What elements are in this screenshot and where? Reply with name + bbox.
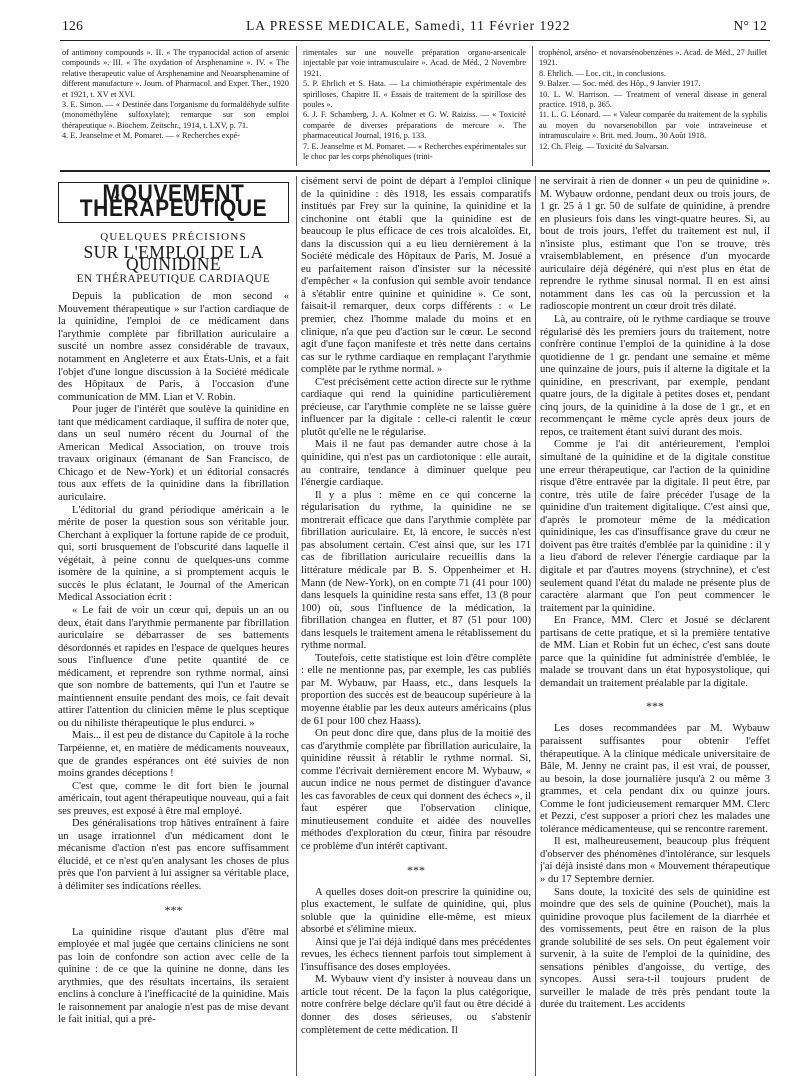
page-number: 126: [62, 18, 84, 33]
paragraph: En France, MM. Clerc et Josué se déclarent partisans de cette pratique, et si la première tentative de MM. Lian et Robin fut un échec, c'est sans doute parce que la quinidine fut administrée d'emblée, le malade se trouvant dans un état hyposystolique, qui demandait un traitement préalable par la digitale.: [540, 615, 770, 689]
paragraph: Mais... il est peu de distance du Capitole à la roche Tarpéienne, et, en matière de médicaments nouveaux, que de grandes espérances ont été suivies de non moins grandes déceptions !: [58, 730, 289, 780]
header-rule: [60, 40, 770, 41]
reference-item: 4. E. Jeanselme et M. Pomaret. — « Recherches expé-: [62, 131, 241, 141]
reference-item: 12. Ch. Fleig. — Toxicité du Salvarsan.: [539, 141, 669, 151]
paragraph: cisément servi de point de départ à l'emploi clinique de la quinidine : dès 1918, les essais comparatifs institués par Frey sur la quinine, la quinidine et la cinchonine ont établi que la quinidine est de beaucoup le plus efficace de ces trois alcaloïdes. Et, dans la discussion qui a eu lieu dernièrement à la Société médicale des Hôpitaux de Paris, M. Josué a eu parfaitement raison d'insister sur la nécessité d'empêcher « la confusion qui semble avoir tendance à s'établir entre quinine et quinidine ». Ce sont, faisait-il remarquer, deux corps différents : « Le premier, chez l'homme malade du moins et en clinique, n'a que peu d'action sur le cœur. Le second agit d'une façon manifeste et très nette dans certains cas sur le rythme cardiaque en remplaçant l'arythmie complète par le rythme normal. »: [301, 176, 531, 376]
paragraph: M. Wybauw vient d'y insister à nouveau dans un article tout récent. De la façon la plus catégorique, notre confrère belge déclare qu'il faut ou être décidé à donner des doses sérieuses, ou s'abstenir complètement de cette médication. Il: [301, 974, 531, 1036]
reference-item: 10. L. W. Harrison. — Treatment of veneral disease in general practice. 1918, p. 365.: [539, 89, 767, 110]
section-break-stars: ***: [407, 862, 425, 877]
section-heading-box: [58, 182, 289, 223]
reference-item: of antimony compounds ». II. « The trypanocidal action of arsenic compounds ». III. « The oxydation of Arsphenamine ». IV. « The relative therapeutic value of Arsphenamine and Neoarsphenamine of different manufacture ». Journ. of Pharmacol. and Exper. Ther., 1920 et 1921, t. XV et XVI.: [62, 48, 289, 99]
reference-item: 6. J. F. Schamberg, J. A. Kolmer et G. W. Raiziss. — « Toxicité comparée de diverses préparations de mercure ». The pharmaceutical Journal, 1916, p. 133.: [303, 110, 526, 141]
paragraph: Toutefois, cette statistique est loin d'être complète : elle ne mentionne pas, par exemple, les cas publiés par M. Wybauw, par Haass, etc., dans lesquels la proportion des succès est de beaucoup supérieure à la moyenne établie par les deux auteurs américains (plus de 61 pour 100 chez Haass).: [301, 652, 531, 727]
column-divider: [296, 46, 297, 166]
reference-item: 5. P. Ehrlich et S. Hata. — La chimiothérapie expérimentale des spirilloses. Chapitre II. « Essais de traitement de la spirillose des poules ».: [303, 79, 526, 110]
article-title: SUR L'EMPLOI DE LA QUINIDINE: [83, 241, 264, 275]
paragraph: C'est précisément cette action directe sur le rythme cardiaque qui rend la quinidine particulièrement précieuse, car l'arythmie complète ne se laisse guère influencer par la digitale : celle-ci ralentit le cœur plutôt qu'elle ne le régularise.: [301, 376, 531, 438]
section-break-stars: ***: [164, 902, 183, 917]
paragraph: Sans doute, la toxicité des sels de quinidine est moindre que des sels de quinine (Pouchet), mais la quinidine provoque plus facilement de la diarrhée et des vomissements, peut être en raison de la plus grande solubilité de ses sels. On peut également voir survenir, à la suite de l'emploi de la quinidine, des sensations pénibles d'angoisse, du vertige, des syncopes. Aussi sera-t-il toujours prudent de surveiller le malade de très près pendant toute la durée du traitement. Les accidents: [540, 886, 770, 1011]
reference-item: 7. E. Jeanselme et M. Pomaret. — « Recherches expérimentales sur le choc par les corps phénoliques (trini-: [303, 141, 526, 162]
article-column-2: [301, 176, 531, 1076]
paragraph: Là, au contraire, où le rythme cardiaque se trouve régularisé dès les premiers jours du traitement, notre confrère continue l'emploi de la quinidine à la dose quotidienne de 1 gr. pendant une semaine et même une quinzaine de jours, puis il alterne la digitale et la quinidine, en prescrivant, par exemple, pendant quatre jours, de la digitale à petites doses et, pendant cinq jours, de la quinidine à la dose de 1 gr., et en recommençant le même cycle après deux jours de repos, ce traitement étant suivi durant des mois.: [540, 314, 770, 438]
references-column-1: [62, 48, 289, 166]
paragraph: Mais il ne faut pas demander autre chose à la quinidine, qui n'est pas un cardiotonique : elle aurait, au contraire, tendance à diminuer quelque peu l'énergie cardiaque.: [301, 439, 531, 489]
paragraph: Depuis la publication de mon second « Mouvement thérapeutique » sur l'action cardiaque de la quinidine, l'emploi de ce médicament dans l'arythmie complète par fibrillation auriculaire a suscité un nombre assez considérable de travaux, notamment en Angleterre et aux États-Unis, et a fait l'objet d'une longue discussion à la Société médicale des Hôpitaux de Paris, à l'occasion d'une communication de MM. Lian et V. Robin.: [58, 291, 289, 403]
running-header: [62, 18, 767, 40]
references-column-2: [303, 48, 526, 166]
paragraph: ne servirait à rien de donner « un peu de quinidine ». M. Wybauw ordonne, pendant deux ou trois jours, de 1 gr. 25 à 1 gr. 50 de sulfate de quinidine, à prendre en plusieurs fois dans les vingt-quatre heures. Si, au bout de trois jours, l'effet du traitement est nul, il n'insiste plus, estimant que l'on se trouve, très vraisemblablement, en présence d'un myocarde auriculaire déjà dégénéré, qui n'est plus en état de reprendre le rythme sinusal normal. Il en est ainsi notamment dans les cas où la percussion et la radioscopie montrent un cœur droit très dilaté.: [540, 176, 770, 313]
section-title: MOUVEMENT THÉRAPEUTIQUE: [79, 180, 268, 222]
reference-item: 11. L. G. Léonard. — « Valeur comparée du traitement de la syphilis au moyen du novarsenobillon par voie intraveineuse et intramusculaire ». Brit. med. Journ., 30 Août 1918.: [539, 110, 767, 141]
article-column-3: [540, 176, 770, 1076]
reference-item: 8. Ehrlich. — Loc. cit., in conclusions.: [539, 68, 666, 78]
paragraph: La quinidine risque d'autant plus d'être mal employée et mal jugée que certains cliniciens ne sont pas loin de confondre son action avec celle de la quinine : de ce que la quinine ne donne, dans les arythmies, que des résultats incertains, ils seraient enclins à conclure à l'inefficacité de la quinidine. Mais le raisonnement par analogie n'est pas de mise devant le fait initial, qui a pré-: [58, 926, 289, 1026]
references-column-3: [539, 48, 767, 166]
column-divider: [535, 176, 536, 1076]
paragraph: L'éditorial du grand périodique américain a le mérite de poser la question sous son véritable jour. Cherchant à expliquer la fortune rapide de ce produit, qui, sorti brusquement de l'obscurité dans laquelle il végétait, à peine connu de quelques-uns comme isomère de la quinine, a si promptement acquis le succès le plus éclatant, le Journal of the American Medical Association écrit :: [58, 504, 289, 604]
paragraph: C'est que, comme le dit fort bien le journal américain, tout agent thérapeutique nouveau, qui a fait ses preuves, est exposé à être mal employé.: [58, 780, 289, 817]
paragraph: Comme je l'ai dit antérieurement, l'emploi simultané de la quinidine et de la digitale constitue une erreur thérapeutique, car l'action de la quinidine risque d'être entravée par la digitale. Il peut être, par contre, très utile de faire précéder l'usage de la quinidine d'un traitement digitalique. C'est ainsi que, d'après le promoteur même de la médication quinidinique, les cas d'insuffisance grave du cœur ne doivent pas être traités d'emblée par la quinidine : il y a lieu d'abord de relever l'énergie cardiaque par la digitale et par d'autres moyens (strychnine), et c'est seulement quand l'état du malade ne présente plus de caractère alarmant que l'on peut commencer le traitement par la quinidine.: [540, 439, 770, 614]
column-divider: [532, 46, 533, 166]
reference-item: 3. E. Simon. — « Destinée dans l'organisme du formaldéhyde sulfite (monométhylène sulfoxylate); remarque sur son emploi thérapeutique ». Biochem. Zeitschr., 1914, t. LXV, p. 71.: [62, 100, 289, 130]
reference-item: rimentales sur une nouvelle préparation organo-arsenicale injectable par voie intramusculaire ». Acad. de Méd., 2 Novembre 1921.: [303, 48, 526, 78]
article-column-1: [58, 176, 289, 1076]
article-heading: [58, 231, 289, 285]
issue-number: N° 12: [733, 18, 767, 33]
article-subtitle: EN THÉRAPEUTIQUE CARDIAQUE: [76, 272, 271, 285]
reference-item: 9. Balzer. — Soc. méd. des Hôp., 9 Janvier 1917.: [539, 79, 701, 89]
paragraph: Ainsi que je l'ai déjà indiqué dans mes précédentes revues, les échecs tiennent parfois tout simplement à l'insuffisance des doses employées.: [301, 936, 531, 973]
journal-header: LA PRESSE MEDICALE, Samedi, 11 Février 1922: [246, 18, 571, 33]
reference-item: trophénol, arséno- et novarsénobenzènes ». Acad. de Méd., 27 Juillet 1921.: [539, 48, 767, 68]
paragraph: Les doses recommandées par M. Wybauw paraissent suffisantes pour obtenir l'effet thérapeutique. A la clinique médicale universitaire de Bâle, M. Jenny ne craint pas, il est vrai, de pousser, au besoin, la dose journalière jusqu'à 2 ou même 3 grammes, et cela pendant dix ou quinze jours. Comme le font judicieusement remarquer MM. Clerc et Pezzi, c'est supposer a priori chez les malades une tolérance médicamenteuse, qui se rencontre rarement.: [540, 723, 770, 835]
paragraph: Il y a plus : même en ce qui concerne la régularisation du rythme, la quinidine ne se montrerait efficace que dans l'arythmie complète par fibrillation auriculaire. Et, là encore, le succès n'est pas absolument certain. C'est ainsi que, sur les 171 cas de fibrillation auriculaire recueillis dans la littérature médicale par B. S. Oppenheimer et H. Mann (de New-York), on en compte 71 (41 pour 100) dans lesquels la quinidine resta sans effet, 13 (8 pour 100) où, sous l'influence de la médication, la fibrillation changea en flutter, et 87 (51 pour 100) dans lesquels le traitement amena le rétablissement du rythme normal.: [301, 489, 531, 652]
paragraph: On peut donc dire que, dans plus de la moitié des cas d'arythmie complète par fibrillation auriculaire, la quinidine réussit à rétablir le rythme normal. Si, comme l'écrivait dernièrement encore M. Wybauw, « aucun indice ne nous permet de distinguer d'avance les cas favorables de ceux qui donnent des échecs », il faut espérer que l'observation clinique, minutieusement conduite et aidée des nouvelles méthodes d'exploration du cœur, finira par résoudre ce problème d'un intérêt captivant.: [301, 728, 531, 852]
column-divider: [296, 176, 297, 1076]
article-kicker: QUELQUES PRÉCISIONS: [100, 231, 247, 244]
section-break-stars: ***: [646, 699, 664, 714]
paragraph: Des généralisations trop hâtives entraînent à faire un usage irrationnel d'un médicament dont le mécanisme d'action n'est pas encore suffisamment élucidé, et ce n'est qu'en analysant les choses de plus près que l'on parvient à lui assigner sa véritable place, à délimiter ses indications réelles.: [58, 818, 289, 892]
paragraph: Pour juger de l'intérêt que soulève la quinidine en tant que médicament cardiaque, il suffira de noter que, dans un seul numéro récent du Journal of the American Medical Association, on trouve trois travaux originaux (émanant de San Francisco, de Chicago et de New-York) et un éditorial consacrés tous aux effets de la quinidine dans la fibrillation auriculaire.: [58, 404, 289, 504]
section-rule: [60, 170, 770, 172]
paragraph: A quelles doses doit-on prescrire la quinidine ou, plus exactement, le sulfate de quinidine, qui, plus soluble que la quinidine elle-même, est mieux absorbé et s'élimine mieux.: [301, 886, 531, 936]
paragraph: Il est, malheureusement, beaucoup plus fréquent d'observer des phénomènes d'intolérance, sur lesquels j'ai déjà insisté dans mon « Mouvement thérapeutique » du 17 Septembre dernier.: [540, 836, 770, 885]
paragraph: « Le fait de voir un cœur qui, depuis un an ou deux, était dans l'arythmie permanente par fibrillation auriculaire se débarrasser de ses battements désordonnés et rapides en l'espace de quelques heures sous l'influence d'une petite quantité de ce médicament, et reprendre son rythme normal, ainsi que son nombre de battements, qui l'un et l'autre se maintiennent ensuite pendant des mois, ce fait devait attirer l'attention du clinicien même le plus sceptique ou du nihiliste thérapeutique le plus endurci. »: [58, 604, 289, 729]
